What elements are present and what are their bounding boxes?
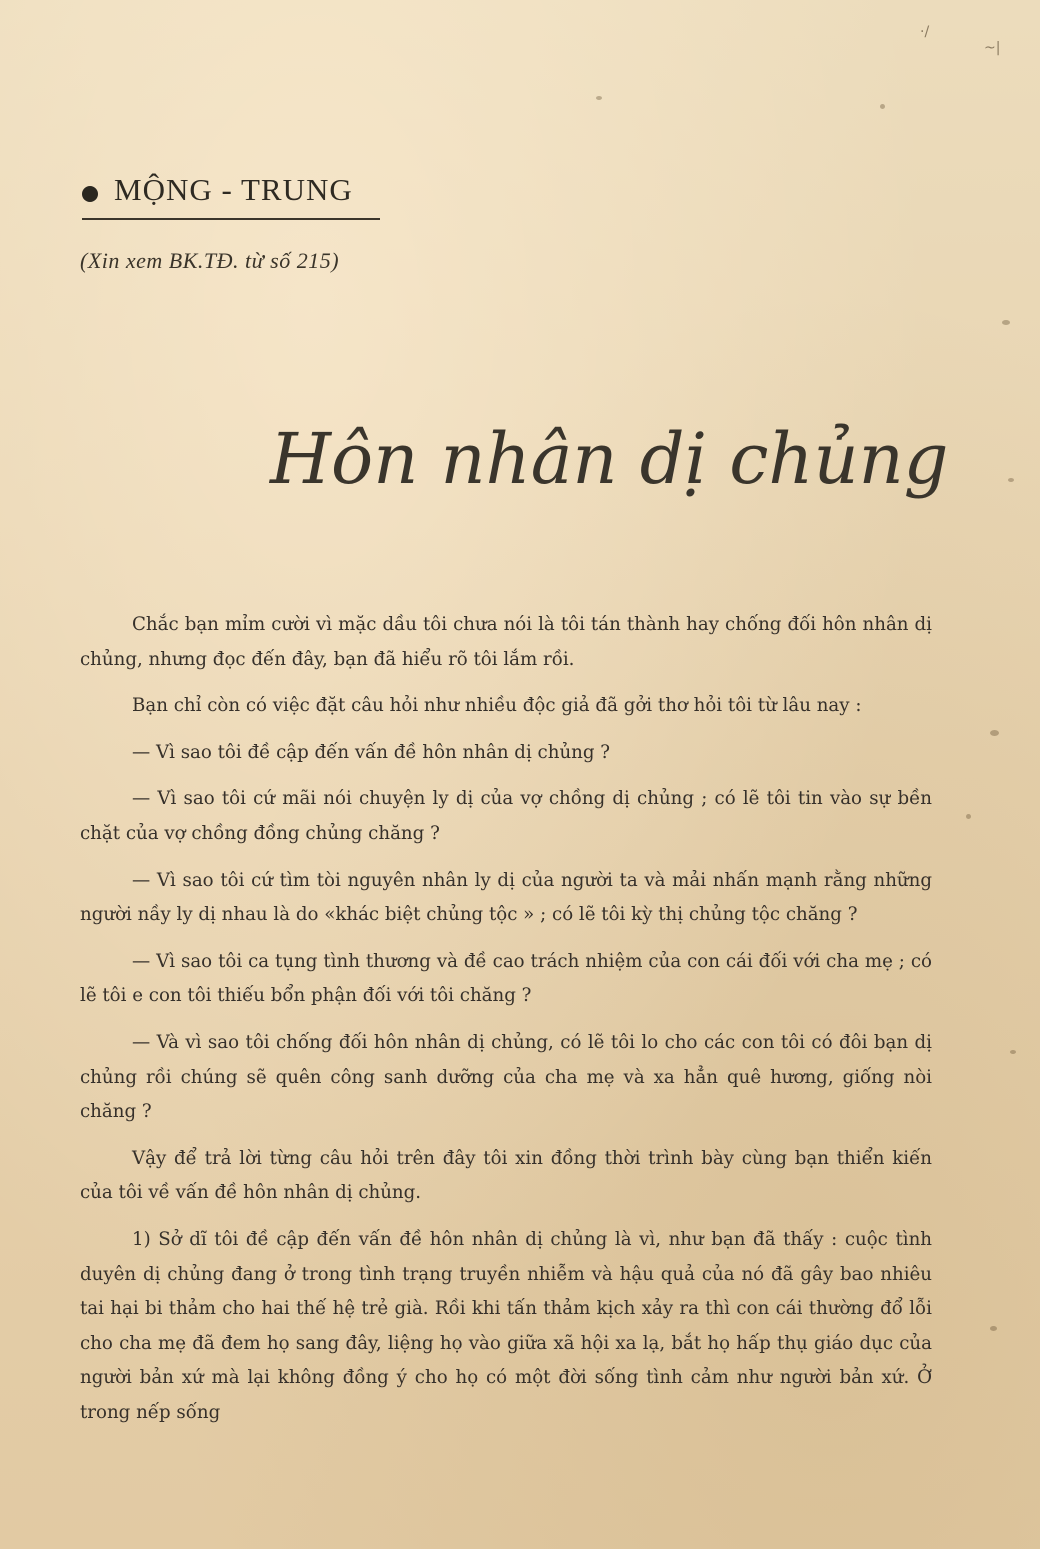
paper-speck — [1010, 1050, 1016, 1054]
paragraph: — Vì sao tôi ca tụng tình thương và đề cao trách nhiệm của con cái đối với cha mẹ ; có lẽ tôi e con tôi thiếu bổn phận đối với tôi chăng ? — [80, 950, 932, 1007]
author-underline — [82, 218, 380, 220]
paragraph: 1) Sở dĩ tôi đề cập đến vấn đề hôn nhân dị chủng là vì, như bạn đã thấy : cuộc tình duyên dị chủng đang ở trong tình trạng truyền nhiễm và hậu quả của nó đã gây bao nhiêu tai hại bi thảm cho hai thế hệ trẻ già. Rồi khi tấn thảm kịch xảy ra thì con cái thường đổ lỗi cho cha mẹ đã đem họ sang đây, liệng họ vào giữa xã hội xa lạ, bắt họ hấp thụ giáo dục của người bản xứ mà lại không đồng ý cho họ có một đời sống tình cảm như người bản xứ. Ở trong nếp sống — [80, 1228, 932, 1423]
paragraph: — Vì sao tôi đề cập đến vấn đề hôn nhân dị chủng ? — [132, 741, 611, 763]
paper-speck — [880, 104, 885, 109]
paragraph: — Và vì sao tôi chống đối hôn nhân dị chủng, có lẽ tôi lo cho các con tôi có đôi bạn dị chủng rồi chúng sẽ quên công sanh dưỡng của cha mẹ và xa hẳn quê hương, giống nòi chăng ? — [80, 1031, 932, 1123]
author-header — [82, 172, 382, 220]
paper-speck — [990, 1326, 997, 1331]
paper-speck — [1002, 320, 1010, 325]
margin-mark: ·/ — [920, 24, 930, 40]
paper-speck — [990, 730, 999, 736]
paragraph: Chắc bạn mỉm cười vì mặc dầu tôi chưa nói là tôi tán thành hay chống đối hôn nhân dị chủng, nhưng đọc đến đây, bạn đã hiểu rõ tôi lắm rồi. — [80, 614, 932, 670]
author-line — [82, 172, 382, 208]
article-body — [80, 608, 932, 1442]
author-name: MỘNG - TRUNG — [114, 172, 353, 207]
paragraph: — Vì sao tôi cứ tìm tòi nguyên nhân ly dị của người ta và mải nhấn mạnh rằng những người nầy ly dị nhau là do «khác biệt chủng tộc » ; có lẽ tôi kỳ thị chủng tộc chăng ? — [80, 869, 932, 926]
paper-speck — [596, 96, 602, 100]
article-title: Hôn nhân dị chủng — [270, 418, 949, 500]
paper-speck — [966, 814, 971, 819]
paper-speck — [1008, 478, 1014, 482]
margin-mark: ~| — [984, 40, 1001, 56]
paragraph: — Vì sao tôi cứ mãi nói chuyện ly dị của vợ chồng dị chủng ; có lẽ tôi tin vào sự bền chặt của vợ chồng đồng chủng chăng ? — [80, 788, 932, 844]
reference-note: (Xin xem BK.TĐ. từ số 215) — [80, 248, 340, 273]
bullet-icon — [82, 186, 98, 202]
paragraph: Vậy để trả lời từng câu hỏi trên đây tôi xin đồng thời trình bày cùng bạn thiển kiến của tôi về vấn đề hôn nhân dị chủng. — [80, 1147, 932, 1204]
paragraph: Bạn chỉ còn có việc đặt câu hỏi như nhiều độc giả đã gởi thơ hỏi tôi từ lâu nay : — [132, 695, 862, 717]
